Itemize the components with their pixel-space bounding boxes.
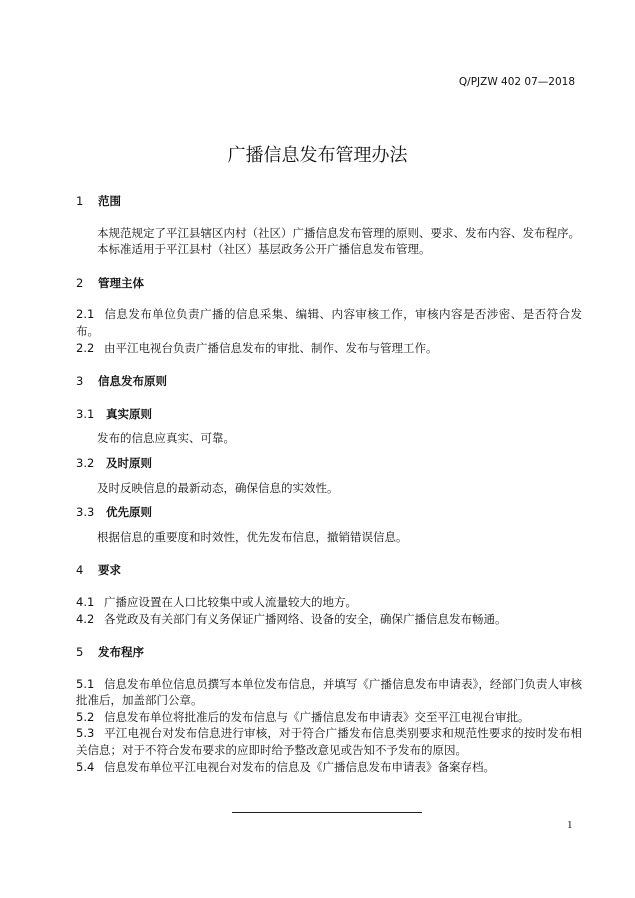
subsection-title: 及时原则 <box>106 455 152 470</box>
clause-text: 由平江电视台负责广播信息发布的审批、制作、发布与管理工作。 <box>104 340 438 355</box>
section-number: 2 <box>76 275 84 290</box>
end-rule <box>232 812 422 813</box>
subsection-heading <box>76 504 582 521</box>
clause-number: 5.4 <box>76 759 95 774</box>
clause-number: 5.1 <box>76 676 95 691</box>
section-number: 5 <box>76 645 84 660</box>
paragraph: 及时反映信息的最新动态，确保信息的实效性。 <box>97 480 339 495</box>
clause-number: 5.3 <box>76 726 95 741</box>
clause-number: 4.1 <box>76 594 95 609</box>
subsection-heading <box>76 455 582 472</box>
clause <box>76 594 582 611</box>
section-number: 3 <box>76 374 84 389</box>
clause-text: 信息发布单位将批准后的发布信息与《广播信息发布申请表》交至平江电视台审批。 <box>104 709 530 724</box>
clause-text: 信息发布单位平江电视台对发布的信息及《广播信息发布申请表》备案存档。 <box>104 759 495 774</box>
section-title: 范围 <box>98 194 121 208</box>
subsection-number: 3.2 <box>76 455 95 470</box>
clause-number: 5.2 <box>76 709 95 724</box>
clause-number: 4.2 <box>76 611 95 626</box>
standard-code: Q/PJZW 402 07—2018 <box>458 76 575 88</box>
paragraph: 根据信息的重要度和时效性，优先发布信息，撤销错误信息。 <box>97 529 408 544</box>
clause <box>76 759 582 776</box>
section-title: 管理主体 <box>98 275 144 290</box>
subsection-number: 3.1 <box>76 406 95 421</box>
subsection-heading <box>76 406 582 423</box>
section-number: 1 <box>76 194 84 208</box>
paragraph: 发布的信息应真实、可靠。 <box>97 431 235 446</box>
paragraph: 本规范规定了平江县辖区内村（社区）广播信息发布管理的原则、要求、发布内容、发布程序。 <box>97 225 580 240</box>
clause <box>76 709 582 726</box>
clause-number: 2.2 <box>76 340 95 355</box>
section-heading <box>76 644 582 661</box>
document-body <box>76 193 582 775</box>
paragraph: 本标准适用于平江县村（社区）基层政务公开广播信息发布管理。 <box>97 242 431 257</box>
section-number: 4 <box>76 563 84 578</box>
clause-text: 各党政及有关部门有义务保证广播网络、设备的安全，确保广播信息发布畅通。 <box>104 611 507 626</box>
subsection-title: 真实原则 <box>106 406 152 421</box>
section-heading <box>76 562 582 579</box>
section-heading <box>76 193 582 210</box>
clause-number: 2.1 <box>76 307 95 322</box>
subsection-number: 3.3 <box>76 505 95 520</box>
section-heading <box>76 373 582 390</box>
section-heading <box>76 275 582 292</box>
document-title: 广播信息发布管理办法 <box>227 145 408 166</box>
clause-text: 广播应设置在人口比较集中或人流量较大的地方。 <box>104 594 357 609</box>
clause-text: 信息发布单位负责广播的信息采集、编辑、内容审核工作，审核内容是否涉密、是否符合发布。 <box>76 307 582 338</box>
clause <box>76 611 582 628</box>
section-title: 信息发布原则 <box>98 374 167 389</box>
page-number: 1 <box>567 819 573 831</box>
section-title: 要求 <box>98 563 121 578</box>
section-title: 发布程序 <box>98 645 144 660</box>
clause-text: 平江电视台对发布信息进行审核，对于符合广播发布信息类别要求和规范性要求的按时发布相关信息；对于不符合发布要求的应即时给予整改意见或告知不予发布的原因。 <box>76 726 582 758</box>
clause <box>76 725 582 758</box>
subsection-title: 优先原则 <box>106 505 152 520</box>
clause <box>76 676 582 709</box>
clause <box>76 340 582 357</box>
clause <box>76 306 582 339</box>
clause-text: 信息发布单位信息员撰写本单位发布信息，并填写《广播信息发布申请表》，经部门负责人审核批准后，加盖部门公章。 <box>76 676 582 708</box>
